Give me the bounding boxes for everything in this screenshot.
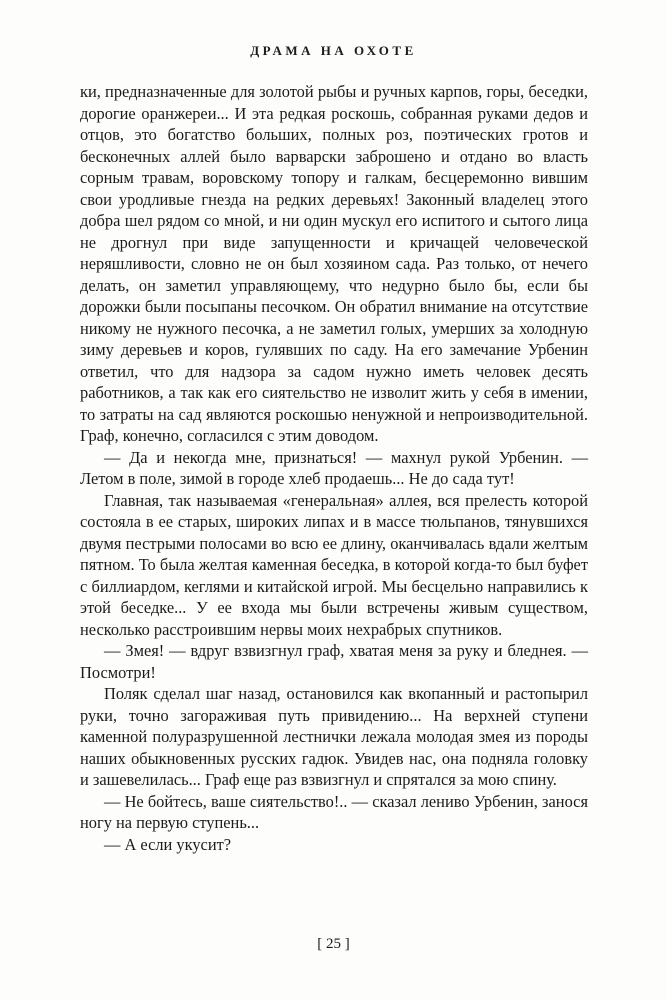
paragraph: — Да и некогда мне, признаться! — махнул рукой Урбенин. — Летом в поле, зимой в городе хлеб продаешь... Не до сада тут! [80,447,588,488]
paragraph: ки, предназначенные для золотой рыбы и ручных карпов, горы, беседки, дорогие оранжереи... И эта редкая роскошь, собранная руками дедов и отцов, это богатство больших, полных роз, поэтических гротов и бесконечных аллей было варварски заброшено и отдано во власть сорным травам, воровскому топору и галкам, бесцеремонно вившим свои уродливые гнезда на редких деревьях! Законный владелец этого добра шел рядом со мной, и ни один мускул его испитого и сытого лица не дрогнул при виде запущенности и кричащей человеческой неряшливости, словно не он был хозяином сада. Раз только, от нечего делать, он заметил управляющему, что недурно было бы, если бы дорожки были посыпаны песочком. Он обратил внимание на отсутствие никому не нужного песочка, а не заметил голых, умерших за холодную зиму деревьев и коров, гулявших по саду. На его замечание Урбенин ответил, что для надзора за садом нужно иметь человек десять работников, а так как его сиятельство не изволит жить у себя в имении, то затраты на сад являются роскошью ненужной и непроизводительной. Граф, конечно, согласился с этим доводом. [80,82,588,445]
paragraph: — Змея! — вдруг взвизгнул граф, хватая меня за руку и бледнея. — Посмотри! [80,641,588,682]
page-number: [ 25 ] [317,936,350,952]
page-body-text [80,81,588,855]
paragraph: Поляк сделал шаг назад, остановился как вкопанный и растопырил руки, точно загораживая путь привидению... На верхней ступени каменной полуразрушенной лестнички лежала молодая змея из породы наших обыкновенных русских гадюк. Увидев нас, она подняла головку и зашевелилась... Граф еще раз взвизгнул и спрятался за мою спину. [80,684,588,789]
paragraph: — Не бойтесь, ваше сиятельство!.. — сказал лениво Урбенин, занося ногу на первую ступень... [80,791,588,832]
paragraph: Главная, так называемая «генеральная» аллея, вся прелесть которой состояла в ее старых, широких липах и в массе тюльпанов, тянувшихся двумя пестрыми полосами во всю ее длину, оканчивалась вдали желтым пятном. То была желтая каменная беседка, в которой когда-то был буфет с биллиардом, кеглями и китайской игрой. Мы бесцельно направились к этой беседке... У ее входа мы были встречены живым существом, несколько расстроившим нервы моих нехрабрых спутников. [80,490,588,639]
running-header: ДРАМА НА ОХОТЕ [250,43,417,58]
paragraph: — А если укусит? [104,834,232,854]
